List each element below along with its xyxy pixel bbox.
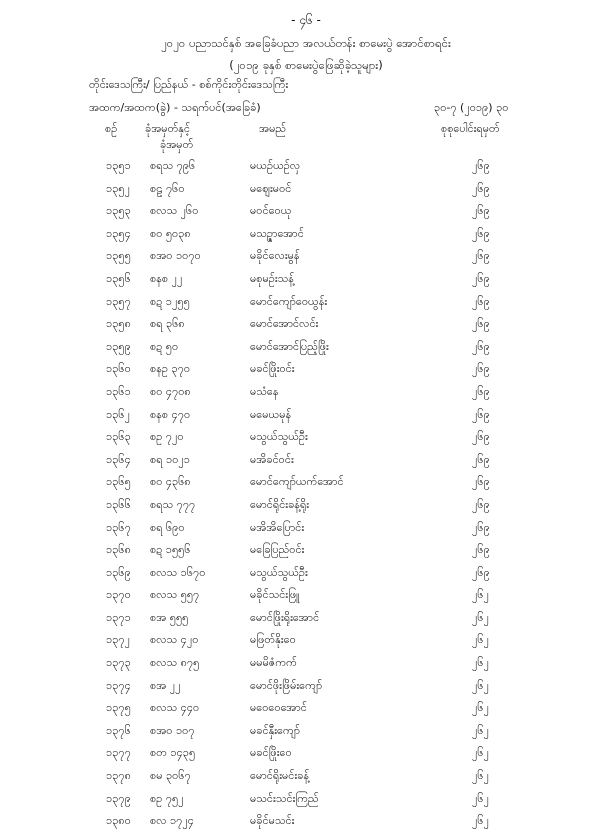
table-row [0,563,612,586]
row-number: ၁၃၆၃ [106,430,131,444]
total-mark: ၂၆၉ [472,294,490,308]
row-number: ၁၃၆၉ [106,565,131,579]
student-name: မောင်ကျော်ဝေယွန်း [250,294,328,308]
total-mark: ၂၆၂ [472,610,489,624]
total-mark: ၂၆၉ [472,407,490,421]
student-name: မခိုင်လေးမွန် [250,249,300,263]
table-row [0,427,612,450]
total-mark: ၂၆၉ [472,271,490,285]
student-name: မမမိဇံကက် [250,656,297,670]
table-row [0,495,612,518]
row-number: ၁၃၅၄ [106,226,131,240]
student-name: မယဉ်ယဉ်လှ [250,159,301,172]
total-mark: ၂၆၂ [472,746,489,760]
total-mark: ၂၆၂ [472,814,489,828]
school-label: အထက/အထက(ခွဲ) - သရက်ပင်(အခြေခံ) [89,101,261,114]
student-name: မသွယ်သွယ်ဦး [250,430,308,444]
row-number: ၁၃၅၆ [106,271,131,285]
roll-number: စဍ ၁၂၅၅ [150,294,190,308]
roll-number: စအ ၅၅၅ [150,610,189,624]
roll-number: စမ ၃၀၆၇ [150,769,191,783]
table-row [0,698,612,721]
student-name: မသံနေ [250,384,279,398]
student-name: မခိုင်မသင်း [250,814,295,828]
table-row [0,246,612,269]
row-number: ၁၃၇၇ [106,746,131,760]
row-number: ၁၃၆၇ [106,520,131,534]
total-mark: ၂၆၂ [472,678,489,692]
table-row [0,721,612,744]
table-row [0,766,612,789]
student-name: မအိအိပြောင်း [250,520,305,534]
student-name: မောင်ရိုးမင်းခန့် [250,769,310,783]
total-mark: ၂၆၉ [472,317,490,331]
student-name: မောင်ရိုင်းခန့်ရိုး [250,497,310,511]
roll-number: စဍ ၁၅၅၆ [150,543,191,557]
roll-number: စအဝ ၁၀၇၀ [150,249,201,263]
column-header-mark: စုစုပေါင်းရမှတ် [441,122,500,135]
student-name: မသဉ္ဇာအောင် [250,226,304,240]
row-number: ၁၃၆၁ [106,384,131,398]
roll-number: စဠ ၇၆၀ [150,181,185,195]
row-number: ၁၃၆၄ [106,452,131,466]
date-label: ၃၀-၇ (၂၀၁၉) ၃၀ [434,101,509,114]
row-number: ၁၃၇၁ [106,610,131,624]
row-number: ၁၃၅၇ [106,294,131,308]
roll-number: စလသ ၂၆၀ [150,204,199,218]
roll-number: စဝ ၄၃၆၈ [150,475,191,489]
student-name: မအိခင်ဝင်း [250,452,294,466]
row-number: ၁၃၇၄ [106,678,131,692]
row-number: ၁၃၆၂ [106,407,130,421]
total-mark: ၂၆၂ [472,588,489,602]
table-row [0,472,612,495]
table-row [0,630,612,653]
roll-number: စနစ ၄၇၀ [150,407,191,421]
row-number: ၁၃၆၅ [106,475,131,489]
roll-number: စနစ ၂၂ [150,271,183,285]
table-row [0,292,612,315]
row-number: ၁၃၆၈ [106,543,131,557]
roll-number: စလသ ၈၇၅ [150,656,200,670]
document-subtitle: (၂၀၁၉ ခုနှစ် စာမေးပွဲဖြေဆိုခဲ့သူများ) [229,58,383,72]
total-mark: ၂၆၉ [472,452,490,466]
table-row [0,224,612,247]
column-header-roll: ခုံအမှတ်နှင့် [145,122,191,135]
student-name: မဝင်ဝေယု [250,204,292,218]
total-mark: ၂၆၉ [472,249,490,263]
row-number: ၁၃၇၃ [106,656,131,670]
row-number: ၁၃၆၆ [106,497,131,511]
student-name: မောင်အောင်လင်း [250,317,319,331]
region-label: တိုင်းဒေသကြီး/ ပြည်နယ် - စစ်ကိုင်းတိုင်းဒေသကြီး [89,78,289,91]
row-number: ၁၃၅၂ [106,181,130,195]
roll-number: စလသ ၄၂၀ [150,633,199,647]
student-name: မဝေဝေအောင် [250,701,307,715]
roll-number: စလသ ၁၆၇၀ [150,565,206,579]
total-mark: ၂၆၂ [472,633,489,647]
table-row [0,201,612,224]
column-header-no: စဉ် [105,122,118,135]
student-name: မခင်ဖြိုးဝေ [250,746,292,760]
row-number: ၁၃၅၅ [106,249,131,263]
table-row [0,518,612,541]
total-mark: ၂၆၉ [472,159,490,172]
student-name: မောင်ဖိုးဖြိမ်းကျော် [250,678,323,692]
student-name: မမေယမုန် [250,407,292,421]
table-row [0,314,612,337]
table-row [0,608,612,631]
row-number: ၁၃၅၃ [106,204,131,218]
document-title: ၂၀၂၀ ပညာသင်နှစ် အခြေခံပညာ အလယ်တန်း စာမေးပွဲ အောင်စာရင်း [161,36,451,50]
page-number: - ၄၆ - [291,13,321,27]
results-table [0,156,612,834]
student-name: မခြေပြည်ဝင်း [250,543,305,557]
student-name: မသွယ်သွယ်ဦး [250,565,308,579]
total-mark: ၂၆၂ [472,791,489,805]
total-mark: ၂၆၉ [472,543,490,557]
roll-number: စရ ၃၆၈ [150,317,185,331]
total-mark: ၂၆၉ [472,384,490,398]
roll-number: စဥ ၇၅၂ [150,791,184,805]
row-number: ၁၃၈၀ [106,814,131,828]
student-name: မဈေးမဝင် [250,181,292,195]
total-mark: ၂၆၉ [472,497,490,511]
table-row [0,405,612,428]
student-name: မောင်ဖြိုးရိုးအောင် [250,610,320,624]
total-mark: ၂၆၂ [472,701,489,715]
table-row [0,337,612,360]
roll-number: စလ ၁၇၂၄ [150,814,194,828]
table-row [0,676,612,699]
roll-number: စဥ ၇၂၀ [150,430,184,444]
roll-number: စတ ၁၄၃၅ [150,746,196,760]
roll-number: စရသ ၇၉၆ [150,159,196,172]
total-mark: ၂၆၉ [472,565,490,579]
student-name: မဖြတ်နိုးဝေ [250,633,296,647]
table-row [0,540,612,563]
roll-number: စလသ ၄၄၀ [150,701,200,715]
table-row [0,450,612,473]
roll-number: စရသ ၇၇၇ [150,497,196,511]
roll-number: စဝ ၄၇၀၈ [150,384,191,398]
row-number: ၁၃၇၂ [106,633,130,647]
table-row [0,179,612,202]
student-name: မသင်းသင်းကြည် [250,791,319,805]
student-name: မခိုင်သင်းဖြူ [250,588,300,602]
row-number: ၁၃၅၈ [106,317,131,331]
roll-number: စဝ ၅၀၃၈ [150,226,191,240]
student-name: မစုမဉ်းသန့် [250,271,294,285]
total-mark: ၂၆၂ [472,656,489,670]
student-name: မောင်အောင်ပြည့်ဖြိုး [250,339,329,353]
roll-number: စလသ ၅၅၇ [150,588,200,602]
total-mark: ၂၆၉ [472,362,490,376]
total-mark: ၂၆၂ [472,769,489,783]
total-mark: ၂၆၉ [472,520,490,534]
table-row [0,653,612,676]
student-name: မောင်ကျော်ယက်အောင် [250,475,344,489]
total-mark: ၂၆၉ [472,430,490,444]
row-number: ၁၃၆၀ [106,362,131,376]
row-number: ၁၃၅၉ [106,339,131,353]
total-mark: ၂၆၂ [472,723,489,737]
row-number: ၁၃၇၉ [106,791,131,805]
column-header-roll-sub: ခုံအမှတ် [160,138,194,151]
student-name: မခင်ဖြိုးဝင်း [250,362,295,376]
table-row [0,585,612,608]
total-mark: ၂၆၉ [472,226,490,240]
column-header-name: အမည် [259,122,287,135]
roll-number: စဍ ၅၀ [150,339,179,353]
row-number: ၁၃၇၅ [106,701,131,715]
row-number: ၁၃၅၁ [106,159,131,172]
row-number: ၁၃၇၆ [106,723,131,737]
row-number: ၁၃၇၈ [106,769,131,783]
roll-number: စရ ၁၀၂၁ [150,452,190,466]
roll-number: စအ ၂၂ [150,678,181,692]
table-row [0,811,612,834]
roll-number: စနဥ ၃၇၀ [150,362,191,376]
student-name: မခင်နှီးကျော် [250,723,301,737]
total-mark: ၂၆၉ [472,475,490,489]
table-row [0,382,612,405]
roll-number: စရ ၆၉၀ [150,520,185,534]
roll-number: စအဝ ၁၀၇ [150,723,195,737]
table-row [0,269,612,292]
total-mark: ၂၆၉ [472,181,490,195]
table-row [0,359,612,382]
row-number: ၁၃၇၀ [106,588,131,602]
total-mark: ၂၆၉ [472,204,490,218]
table-row [0,743,612,766]
table-row [0,789,612,812]
total-mark: ၂၆၉ [472,339,490,353]
table-row [0,156,612,179]
